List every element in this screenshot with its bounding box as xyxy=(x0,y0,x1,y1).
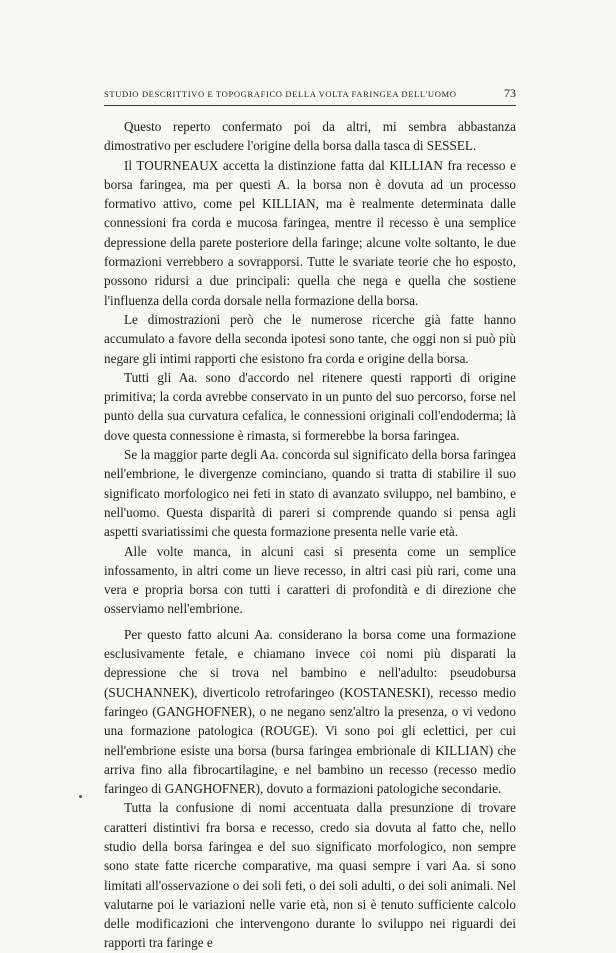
paragraph: Le dimostrazioni però che le numerose ricerche già fatte hanno accumulato a favore della seconda ipotesi sono tante, che oggi non si può più negare gli intimi rapporti che esistono fra corda e origine della borsa. xyxy=(104,311,516,366)
paragraph: Se la maggior parte degli Aa. concorda sul significato della borsa faringea nell'embrione, le divergenze cominciano, quando si tratta di stabilire il suo significato morfologico nei feti in stato di avanzato sviluppo, nel bambino, e nell'uomo. Questa disparità di pareri si comprende quando si pensa agli aspetti svariatissimi che questa formazione presenta nelle varie età. xyxy=(104,447,516,540)
paragraph: Per questo fatto alcuni Aa. considerano la borsa come una formazione esclusivamente fetale, e chiamano invece coi nomi più disparati la depressione che si trova nel bambino e nell'adulto: pseudobursa (SUCHANNEK), diverticolo retrofaringeo (KOSTANESKI), recesso medio faringeo (GANGHOFNER), o ne negano senz'altro la presenza, o vi vedono una formazione patologica (ROUGE). Vi sono poi gli eclettici, per cui nell'embrione esiste una borsa (bursa faringea embrionale di KILLIAN) che arriva fino alla fibrocartilagine, e nel bambino un recesso (recesso medio faringeo di GANGHOFNER), dovuto a formazioni patologiche secondarie. xyxy=(104,626,516,797)
paragraph: Il TOURNEAUX accetta la distinzione fatta dal KILLIAN fra recesso e borsa faringea, ma per questi A. la borsa non è dovuta ad un processo formativo attivo, come pel KILLIAN, ma è realmente determinata dalle connessioni fra corda e mucosa faringea, mentre il recesso è una semplice depressione della parete posteriore della faringe; alcune volte soltanto, le due formazioni verrebbero a sovrapporsi. Tutte le svariate teorie che ho esposto, possono ridursi a due principali: quella che nega e quella che sostiene l'influenza della corda dorsale nella formazione della borsa. xyxy=(104,157,516,308)
running-title: STUDIO DESCRITTIVO E TOPOGRAFICO DELLA VOLTA FARINGEA DELL'UOMO xyxy=(104,89,457,99)
body-text xyxy=(104,117,516,953)
running-header xyxy=(104,86,516,101)
paragraph: Tutti gli Aa. sono d'accordo nel ritenere questi rapporti di origine primitiva; la corda avrebbe conservato in un punto del suo percorso, forse nel punto della sua curvatura cefalica, le connessioni originali coll'endoderma; là dove questa connessione è rimasta, si formerebbe la borsa faringea. xyxy=(104,369,516,443)
header-rule xyxy=(104,105,516,106)
paragraph: Tutta la confusione di nomi accentuata dalla presunzione di trovare caratteri distintivi fra borsa e recesso, credo sia dovuta al fatto che, nello studio della borsa faringea e del suo significato morfologico, non sempre sono state fatte ricerche comparative, ma quasi sempre i vari Aa. si sono limitati all'osservazione o dei soli feti, o dei soli adulti, o dei soli animali. Nel valutarne poi le variazioni nelle varie età, non si è tenuto sufficiente calcolo delle modificazioni che intervengono durante lo sviluppo nei riguardi dei rapporti tra faringe e xyxy=(104,800,516,951)
ink-speck xyxy=(79,795,82,798)
page-number: 73 xyxy=(504,86,516,100)
paragraph: Questo reperto confermato poi da altri, mi sembra abbastanza dimostrativo per escludere l'origine della borsa dalla tasca di SESSEL. xyxy=(104,119,516,154)
paragraph: Alle volte manca, in alcuni casi si presenta come un semplice infossamento, in altri come un lieve recesso, in altri casi più rari, come una vera e propria borsa con tutti i caratteri di profondità e di direzione che osserviamo nell'embrione. xyxy=(104,543,516,617)
